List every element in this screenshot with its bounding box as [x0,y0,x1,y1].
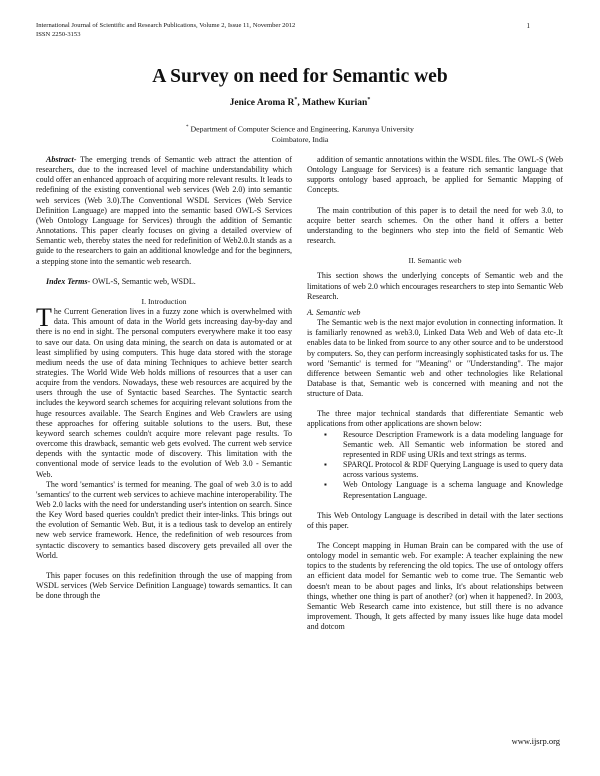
list-item: ▪ SPARQL Protocol & RDF Querying Language is used to query data across various systems. [343,460,563,480]
page-number: 1 [526,22,530,30]
author-2: Mathew Kurian [302,98,368,109]
page-header [36,22,295,39]
intro-paragraph-3-continued: addition of semantic annotations within the WSDL files. The OWL-S (Web Ontology Language for Services) is a feature rich semantic language that supports ontology based approach, be applied for Semantic Mapping of Concepts. [307,155,563,195]
intro-paragraph-3: This paper focuses on this redefinition through the use of mapping from WSDL services (Web Service Definition Language) towards semantics. It can be done through the [36,570,292,601]
intro-paragraph-1 [36,303,292,480]
footer-url: www.ijsrp.org [511,736,560,746]
drop-cap: T [36,303,52,333]
index-terms-text: - OWL-S, Semantic web, WSDL. [87,276,196,286]
list-item: ▪ Resource Description Framework is a data modeling language for Semantic web. All Semantic web information be stored and represented in RDF using URIs and text strings as terms. [343,430,563,460]
intro-paragraph-1-text: he Current Generation lives in a fuzzy zone which is overwhelmed with data. This amount of data in the World gets increasing day-by-day and there is no end in sight. The personal computers everywhere make it too easy to save our data. On using data mining, the search on data is automated or at least simplified by using computers. This huge data stored with the storage medium needs the use of data mining Techniques to achieve better search strategies. The World Wide Web holds millions of resources that a user can acquire from the vendors. Nowadays, these web resources are acquired by the users through the use of Syntactic based Searches. The Syntactic search includes the keyword search schemes for acquiring relevant solutions from the huge resources available. The Search Engines and Web Crawlers are using these approaches for offering suitable solutions to the users. But, these keyword search schemes couldn't acquire more relevant page results. To overcome this drawback, semantic web gets evolved. The current web service depends with the syntactic mode of discovery. This limitation with the conventional mode of service leads to the evolution of Web 3.0 - Semantic Web. [36,307,292,479]
index-terms-label: Index Terms [46,276,88,286]
right-column [307,155,563,632]
authors [0,97,600,108]
author-separator: , [297,98,303,109]
semantic-web-paragraph-4: The Concept mapping in Human Brain can be compared with the use of ontology model in semantic web. For example: A teacher explaining the new topics to the students by referencing the old topics. The use of ontology offers an efficient data model for Semantic web to come true. The Semantic web doesn't mean to be about pages and links, It's about relationships between things, whether one thing is part of another? (or) when it happened?. In 2003, Semantic Web Research came into existence, but still there is no advance improvement. Though, It gets affected by many issues like huge data model and dotcom [307,541,563,632]
paper-title: A Survey on need for Semantic web [152,66,448,87]
subsection-a-heading: A. Semantic web [307,307,361,317]
abstract-text: - The emerging trends of Semantic web attract the attention of researchers, due to the increased level of machine understandability which could offer an enhanced approach of acquiring more relevant results. It leads to redefining of the existing conventional web services (Web 2.0) into semantic web services (Web 3.0).The Conventional WSDL Services (Web Service Definition Language) are mapped into the semantic based OWL-S Services (Web Ontology Language for Services) through the addition of Semantic Annotations. This paper clearly focuses on giving a detailed overview of Semantic web, thereby states the need for redefinition of Web2.0.It stands as a guide to the researchers to gain an additional knowledge and for the beginners, a stepping stone into the semantic web research. [36,155,292,266]
abstract-label: Abstract [46,155,74,164]
list-item: ▪ Web Ontology Language is a schema language and Knowledge Representation Language. [343,480,563,500]
author-1: Jenice Aroma R [229,98,295,109]
affiliation [0,123,600,145]
left-column [36,155,292,601]
affiliation-line-1: Department of Computer Science and Engineering, Karunya University [188,124,414,134]
affiliation-line-2: Coimbatore, India [271,134,329,144]
abstract [36,155,292,267]
contribution-paragraph: The main contribution of this paper is to detail the need for web 3.0, to acquire better search schemes. On the other hand it offers a better understanding to the beginners who step into the field of Semantic Web research. [307,205,563,246]
author-2-mark: * [367,97,371,103]
section-1-heading: I. Introduction [141,296,187,306]
semantic-web-paragraph-2: The three major technical standards that differentiate Semantic web applications from other applications are shown below: [307,409,563,429]
semantic-web-paragraph-1: The Semantic web is the next major evolution in connecting information. It is familiarly renowned as web3.0, Linked Data Web and Web of data etc-.It enables data to be linked from source to any other source and to be understood by computers. So, they can perform increasingly sophisticated tasks for us. The word 'Semantic' is termed for "Meaning" or "Understanding". The major difference between Semantic web and other technologies like Relational Database is that, Semantic web is concerned with meaning and not the structure of Data. [307,318,563,399]
section-2-intro: This section shows the underlying concepts of Semantic web and the limitations of web 2.0 which encourages researchers to step into Semantic Web Research. [307,271,563,301]
section-2-heading: II. Semantic web [408,256,462,266]
index-terms [36,277,292,287]
intro-paragraph-2: The word 'semantics' is termed for meaning. The goal of web 3.0 is to add 'semantics' to the current web services to achieve machine interoperability. The Web 2.0 lacks with the need for understanding user's intention on search. Since the Key Word based queries couldn't predict their inter-links. This brings out the evolution of Semantic Web. But, it is a tedious task to develop an entirely new web service framework. Hence, the redefinition of web resources from syntactic discovery to semantics based discovery gets prevailed all over the World. [36,479,292,560]
issn: ISSN 2250-3153 [36,30,81,38]
author-1-mark: * [294,97,298,103]
semantic-web-paragraph-3: This Web Ontology Language is described in detail with the later sections of this paper. [307,510,563,530]
standards-list [307,430,563,501]
affiliation-mark: * [186,125,189,130]
journal-name: International Journal of Scientific and Research Publications, Volume 2, Issue 11, November 2012 [36,22,296,29]
